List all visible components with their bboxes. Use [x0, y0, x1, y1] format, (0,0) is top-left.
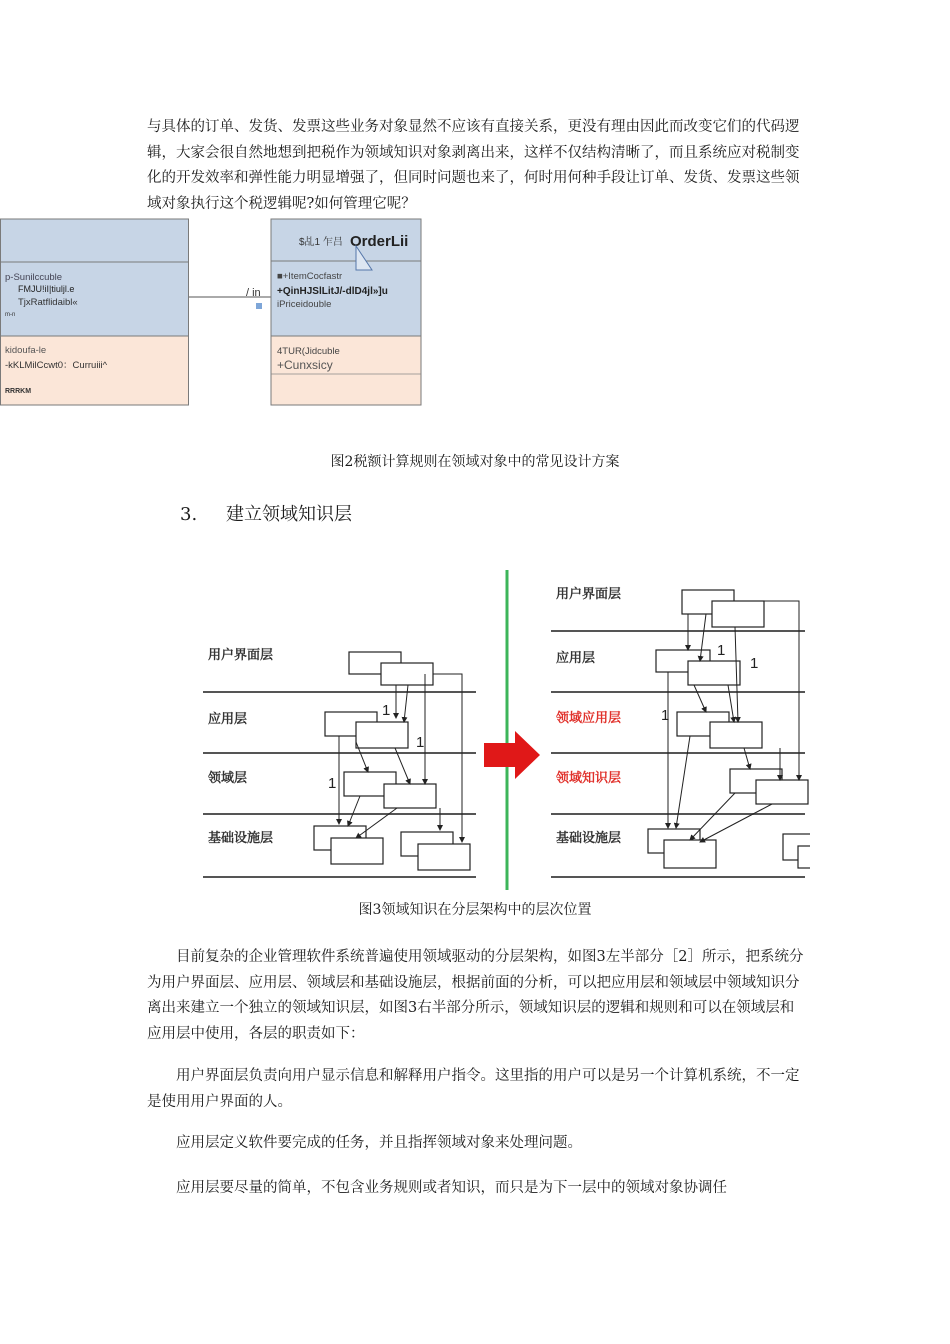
left-label-infra: 基础设施层	[208, 830, 274, 845]
left-op-1: kidoufa-le	[5, 345, 47, 356]
right-mark-3: 1	[661, 707, 670, 724]
figure-3-architecture	[195, 565, 810, 895]
left-box-app-2	[356, 722, 408, 748]
left-attr-3: TjxRatflidaibl«	[18, 297, 78, 308]
left-label-domain: 领域层	[208, 770, 248, 785]
left-box-inf-4	[418, 844, 470, 870]
right-box-inf-2	[664, 840, 716, 868]
left-op-3: RRRKM	[5, 388, 32, 395]
left-mark-1: 1	[382, 702, 391, 719]
right-mark-1: 1	[717, 642, 726, 659]
left-mark-2: 1	[416, 734, 425, 751]
right-class-title-small: $乩1 乍吕	[299, 237, 343, 248]
left-mark-3: 1	[328, 775, 337, 792]
left-label-ui: 用户界面层	[208, 647, 274, 662]
right-box-app-2	[688, 661, 740, 685]
left-box-dom-2	[384, 784, 436, 808]
paragraph-layered-architecture: 目前复杂的企业管理软件系统普遍使用领域驱动的分层架构，如图3左半部分［2］所示，把系统分为用户界面层、应用层、领域层和基础设施层，根据前面的分析，可以把应用层和领域层中领域知识分离出来建立一个独立的领域知识层，如图3右半部分所示，领域知识层的逻辑和规则和可以在领域层和应用层中使用，各层的职责如下：	[147, 949, 804, 1042]
right-box-ui-2	[712, 601, 764, 627]
left-label-app: 应用层	[208, 711, 248, 726]
right-attr-3: iPriceidouble	[277, 299, 332, 310]
red-arrow-icon	[484, 731, 540, 779]
right-mark-2: 1	[750, 655, 759, 672]
section-heading	[180, 500, 352, 526]
right-label-ui: 用户界面层	[556, 586, 622, 601]
association-label: / in	[246, 287, 261, 299]
right-label-domain-app: 领域应用层	[556, 710, 622, 725]
left-box-inf-2	[331, 838, 383, 864]
right-op-2: +Cunxsicy	[277, 358, 333, 372]
left-class-header	[1, 219, 189, 262]
paragraph-tax-intro: 与具体的订单、发货、发票这些业务对象显然不应该有直接关系，更没有理由因此而改变它们的代码逻辑，大家会很自然地想到把税作为领域知识对象剥离出来，这样不仅结构清晰了，而且系统应对税制变化的开发效率和弹性能力明显增强了，但同时问题也来了，何时用何种手段让订单、发货、发票这些领域对象执行这个税逻辑呢?如何管理它呢？	[147, 119, 800, 212]
figure-3-caption: 图3领域知识在分层架构中的层次位置	[358, 902, 592, 918]
right-label-domain-knowledge: 领域知识层	[556, 770, 622, 785]
figure-2-uml	[0, 218, 430, 408]
right-label-app: 应用层	[556, 650, 596, 665]
left-attr-2: FMJU!iI|tiuljl.e	[18, 284, 75, 294]
selection-handle	[256, 303, 262, 309]
right-label-infra: 基础设施层	[556, 830, 622, 845]
right-box-dk-2	[756, 780, 808, 804]
right-box-inf-4	[798, 846, 810, 868]
right-attr-1: ■+ItemCocfastr	[277, 271, 343, 282]
paragraph-app-layer-simple: 应用层要尽量的简单，不包含业务规则或者知识，而只是为下一层中的领域对象协调任	[176, 1180, 727, 1196]
left-attr-4: m-n	[5, 312, 16, 318]
paragraph-ui-layer: 用户界面层负责向用户显示信息和解释用户指令。这里指的用户可以是另一个计算机系统，不一定是使用用户界面的人。	[147, 1068, 800, 1110]
paragraph-app-layer: 应用层定义软件要完成的任务，并且指挥领域对象来处理问题。	[176, 1135, 582, 1151]
left-op-2: -kKLMilCcwt0：Curruiii^	[5, 360, 108, 371]
right-op-1: 4TUR(Jidcuble	[277, 346, 340, 357]
right-class-title: OrderLii	[350, 233, 409, 250]
left-attr-1: p-Sunilccuble	[5, 272, 63, 283]
section-number: 3.	[180, 504, 198, 525]
figure-2-caption: 图2税额计算规则在领域对象中的常见设计方案	[330, 454, 620, 470]
right-attr-2: +QinHJSlLitJ/-dlD4jl»]u	[277, 286, 388, 297]
section-title: 建立领域知识层	[226, 504, 352, 525]
right-box-dapp-2	[710, 722, 762, 748]
